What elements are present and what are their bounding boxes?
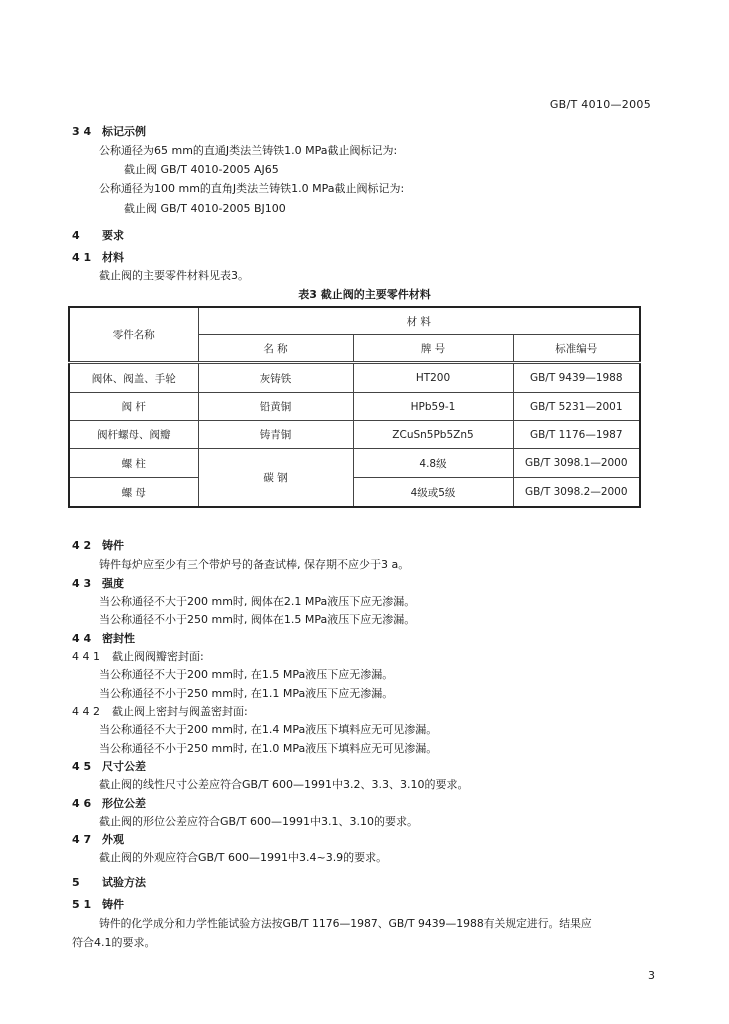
paragraph: 当公称通径不大于200 mm时, 阀体在2.1 MPa液压下应无渗漏。 (99, 595, 416, 608)
paragraph: 公称通径为65 mm的直通J类法兰铸铁1.0 MPa截止阀标记为: (99, 144, 398, 157)
section-number: 4 (72, 229, 80, 242)
paragraph: 当公称通径不小于250 mm时, 在1.0 MPa液压下填料应无可见渗漏。 (99, 742, 438, 755)
section-title: 要求 (102, 229, 124, 242)
section-number: 4 6 (72, 797, 92, 810)
section-title: 试验方法 (102, 876, 146, 889)
table-row (69, 421, 640, 449)
paragraph: 铸件的化学成分和力学性能试验方法按GB/T 1176—1987、GB/T 9439—1988有关规定进行。结果应 (99, 917, 592, 930)
section-4-7-heading (72, 832, 124, 847)
cell-grade: HPb59-1 (353, 393, 513, 421)
header-part-name: 零件名称 (69, 307, 198, 363)
section-title: 形位公差 (102, 797, 146, 810)
table-header-row (69, 307, 640, 335)
page-number: 3 (648, 969, 655, 982)
paragraph: 截止阀的线性尺寸公差应符合GB/T 600—1991中3.2、3.3、3.10的要求。 (99, 778, 469, 791)
section-title: 材料 (102, 251, 124, 264)
cell-grade: ZCuSn5Pb5Zn5 (353, 421, 513, 449)
document-code: GB/T 4010—2005 (549, 98, 651, 111)
section-title: 铸件 (102, 539, 124, 552)
table-caption: 表3 截止阀的主要零件材料 (298, 288, 431, 301)
header-grade: 牌 号 (353, 335, 513, 363)
paragraph: 截止阀的主要零件材料见表3。 (99, 269, 249, 282)
cell-standard: GB/T 9439—1988 (513, 363, 640, 393)
cell-grade: 4.8级 (353, 449, 513, 478)
paragraph: 截止阀的外观应符合GB/T 600—1991中3.4~3.9的要求。 (99, 851, 388, 864)
section-4-heading (72, 228, 124, 243)
cell-standard: GB/T 1176—1987 (513, 421, 640, 449)
section-number: 4 4 2 (72, 705, 100, 718)
paragraph: 公称通径为100 mm的直角J类法兰铸铁1.0 MPa截止阀标记为: (99, 182, 405, 195)
section-number: 4 4 1 (72, 650, 100, 663)
section-number: 4 5 (72, 760, 92, 773)
section-number: 4 3 (72, 577, 92, 590)
section-number: 4 7 (72, 833, 92, 846)
cell-name: 灰铸铁 (198, 363, 353, 393)
cell-name: 铅黄铜 (198, 393, 353, 421)
cell-part: 螺 柱 (69, 449, 198, 478)
section-4-4-2-heading (72, 704, 248, 719)
section-4-1-heading (72, 250, 124, 265)
cell-name: 碳 钢 (198, 449, 353, 508)
paragraph: 当公称通径不小于250 mm时, 在1.1 MPa液压下应无渗漏。 (99, 687, 394, 700)
paragraph: 截止阀的形位公差应符合GB/T 600—1991中3.1、3.10的要求。 (99, 815, 418, 828)
section-title: 外观 (102, 833, 124, 846)
section-4-5-heading (72, 759, 146, 774)
materials-table (68, 306, 641, 508)
cell-part: 螺 母 (69, 478, 198, 508)
section-5-1-heading (72, 897, 124, 912)
section-number: 4 2 (72, 539, 92, 552)
table-row (69, 449, 640, 478)
cell-part: 阀 杆 (69, 393, 198, 421)
paragraph: 当公称通径不小于250 mm时, 阀体在1.5 MPa液压下应无渗漏。 (99, 613, 416, 626)
cell-standard: GB/T 3098.2—2000 (513, 478, 640, 508)
section-4-4-1-heading (72, 649, 204, 664)
table-row (69, 393, 640, 421)
cell-standard: GB/T 5231—2001 (513, 393, 640, 421)
paragraph: 符合4.1的要求。 (72, 936, 156, 949)
section-number: 4 4 (72, 632, 92, 645)
cell-name: 铸青铜 (198, 421, 353, 449)
section-4-4-heading (72, 631, 135, 646)
marking-example: 截止阀 GB/T 4010-2005 BJ100 (124, 202, 286, 215)
section-number: 5 1 (72, 898, 92, 911)
section-title: 尺寸公差 (102, 760, 146, 773)
cell-part: 阀体、阀盖、手轮 (69, 363, 198, 393)
table-row (69, 478, 640, 508)
marking-example: 截止阀 GB/T 4010-2005 AJ65 (124, 163, 279, 176)
section-number: 3 4 (72, 125, 92, 138)
section-4-3-heading (72, 576, 124, 591)
header-name: 名 称 (198, 335, 353, 363)
cell-grade: 4级或5级 (353, 478, 513, 508)
cell-part: 阀杆螺母、阀瓣 (69, 421, 198, 449)
paragraph: 铸件每炉应至少有三个带炉号的备查试棒, 保存期不应少于3 a。 (99, 558, 410, 571)
section-title: 强度 (102, 577, 124, 590)
section-title: 铸件 (102, 898, 124, 911)
section-title: 密封性 (102, 632, 135, 645)
section-number: 5 (72, 876, 80, 889)
section-4-6-heading (72, 796, 146, 811)
section-title: 截止阀阀瓣密封面: (112, 650, 204, 663)
section-3-4-heading (72, 124, 146, 139)
paragraph: 当公称通径不大于200 mm时, 在1.5 MPa液压下应无渗漏。 (99, 668, 394, 681)
section-number: 4 1 (72, 251, 92, 264)
section-4-2-heading (72, 538, 124, 553)
table-row (69, 363, 640, 393)
header-material: 材 料 (198, 307, 640, 335)
section-title: 截止阀上密封与阀盖密封面: (112, 705, 248, 718)
paragraph: 当公称通径不大于200 mm时, 在1.4 MPa液压下填料应无可见渗漏。 (99, 723, 438, 736)
header-standard: 标准编号 (513, 335, 640, 363)
cell-standard: GB/T 3098.1—2000 (513, 449, 640, 478)
section-title: 标记示例 (102, 125, 146, 138)
section-5-heading (72, 875, 146, 890)
cell-grade: HT200 (353, 363, 513, 393)
